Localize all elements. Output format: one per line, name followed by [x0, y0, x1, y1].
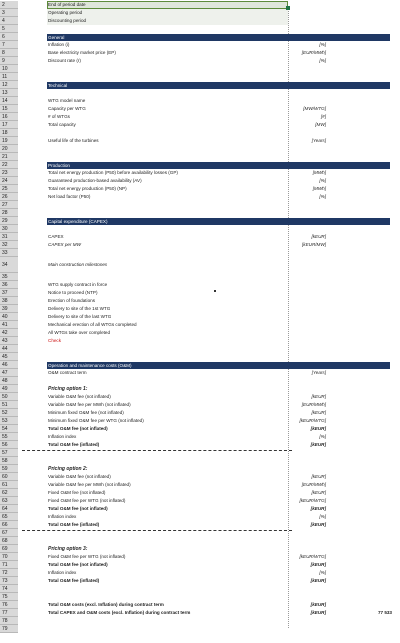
- row-number[interactable]: 47: [0, 369, 18, 377]
- sheet-row[interactable]: [0, 409, 400, 417]
- section-header-band: [47, 82, 390, 89]
- row-number[interactable]: 25: [0, 185, 18, 193]
- sheet-row[interactable]: [0, 281, 400, 289]
- row-label[interactable]: Total capacity: [48, 122, 76, 127]
- sheet-row[interactable]: [0, 97, 400, 105]
- row-number[interactable]: 2: [0, 1, 18, 9]
- unit-cell[interactable]: [kEUR]: [310, 610, 326, 615]
- row-number[interactable]: 29: [0, 217, 18, 225]
- row-label[interactable]: Discount rate (r): [48, 58, 81, 63]
- unit-cell[interactable]: [Years]: [311, 138, 326, 143]
- row-number[interactable]: 41: [0, 321, 18, 329]
- cursor-dot-icon: [214, 290, 216, 292]
- sheet-row[interactable]: [0, 145, 400, 153]
- row-label[interactable]: Delivery to site of the 1st WTG: [48, 306, 111, 311]
- row-number[interactable]: 30: [0, 225, 18, 233]
- unit-cell[interactable]: [kEUR]: [311, 490, 326, 495]
- unit-cell[interactable]: [%]: [319, 570, 326, 575]
- row-label[interactable]: Guaranteed production-based availability (AV): [48, 178, 142, 183]
- section-title[interactable]: Operation and maintenance costs (O&M): [48, 363, 132, 368]
- unit-cell[interactable]: [#]: [320, 114, 326, 119]
- row-label[interactable]: Total O&M fee (not inflated): [48, 506, 108, 511]
- row-number[interactable]: 57: [0, 449, 18, 457]
- row-label[interactable]: Variable O&M fee per MWh (not inflated): [48, 402, 131, 407]
- row-number[interactable]: 52: [0, 409, 18, 417]
- row-number[interactable]: 7: [0, 41, 18, 49]
- sheet-row[interactable]: [0, 121, 400, 129]
- sheet-row[interactable]: [0, 225, 400, 233]
- row-number[interactable]: 62: [0, 489, 18, 497]
- row-number[interactable]: 49: [0, 385, 18, 393]
- sheet-row[interactable]: [0, 337, 400, 345]
- row-label[interactable]: Net load factor (P50): [48, 194, 91, 199]
- row-label[interactable]: Fixed O&M fee per WTG (not inflated): [48, 554, 126, 559]
- row-number[interactable]: 36: [0, 281, 18, 289]
- unit-cell[interactable]: [%]: [319, 514, 326, 519]
- section-title[interactable]: Capital expenditure (CAPEX): [48, 219, 108, 224]
- sheet-row[interactable]: [0, 33, 400, 41]
- sheet-row[interactable]: [0, 217, 400, 225]
- row-number[interactable]: 48: [0, 377, 18, 385]
- row-number[interactable]: 12: [0, 81, 18, 89]
- sheet-row[interactable]: [0, 625, 400, 633]
- row-number[interactable]: 22: [0, 161, 18, 169]
- sheet-row[interactable]: [0, 257, 400, 273]
- row-number[interactable]: 17: [0, 121, 18, 129]
- row-number[interactable]: 15: [0, 105, 18, 113]
- sheet-row[interactable]: [0, 473, 400, 481]
- sheet-row[interactable]: [0, 17, 400, 25]
- sheet-row[interactable]: [0, 25, 400, 33]
- row-number[interactable]: 44: [0, 345, 18, 353]
- sheet-row[interactable]: [0, 105, 400, 113]
- sheet-row[interactable]: [0, 609, 400, 617]
- row-number[interactable]: 11: [0, 73, 18, 81]
- row-number[interactable]: 4: [0, 17, 18, 25]
- value-cell[interactable]: 77 533: [377, 610, 392, 615]
- sheet-row[interactable]: [0, 233, 400, 241]
- row-label[interactable]: Variable O&M fee (not inflated): [48, 474, 111, 479]
- row-number[interactable]: 61: [0, 481, 18, 489]
- unit-cell[interactable]: [kEUR]: [310, 442, 326, 447]
- sheet-row[interactable]: [0, 89, 400, 97]
- sheet-row[interactable]: [0, 329, 400, 337]
- row-number[interactable]: 67: [0, 529, 18, 537]
- row-number[interactable]: 39: [0, 305, 18, 313]
- sheet-row[interactable]: [0, 617, 400, 625]
- row-label[interactable]: CAPEX per MW: [48, 242, 81, 247]
- row-number[interactable]: 76: [0, 601, 18, 609]
- row-number[interactable]: 24: [0, 177, 18, 185]
- sheet-row[interactable]: [0, 249, 400, 257]
- sheet-row[interactable]: [0, 73, 400, 81]
- unit-cell[interactable]: [kEUR/WTG]: [299, 554, 326, 559]
- unit-cell[interactable]: [MWh]: [312, 186, 326, 191]
- row-label[interactable]: Total O&M fee (not inflated): [48, 562, 108, 567]
- row-number[interactable]: 21: [0, 153, 18, 161]
- unit-cell[interactable]: [EUR/MWh]: [301, 402, 326, 407]
- sheet-row[interactable]: [0, 441, 400, 449]
- sheet-row[interactable]: [0, 585, 400, 593]
- row-number[interactable]: 77: [0, 609, 18, 617]
- row-label[interactable]: Notice to proceed (NTP): [48, 290, 98, 295]
- row-label[interactable]: Check: [48, 338, 62, 343]
- row-number[interactable]: 65: [0, 513, 18, 521]
- sheet-row[interactable]: [0, 465, 400, 473]
- sheet-row[interactable]: [0, 209, 400, 217]
- row-number[interactable]: 19: [0, 137, 18, 145]
- row-number[interactable]: 72: [0, 569, 18, 577]
- unit-cell[interactable]: [%]: [319, 434, 326, 439]
- row-number[interactable]: 46: [0, 361, 18, 369]
- unit-cell[interactable]: [%]: [319, 194, 326, 199]
- row-number[interactable]: 54: [0, 425, 18, 433]
- row-label[interactable]: Minimum fixed O&M fee (not inflated): [48, 410, 124, 415]
- row-label[interactable]: Variable O&M fee (not inflated): [48, 394, 111, 399]
- row-label[interactable]: All WTGs take over completed: [48, 330, 111, 335]
- row-number[interactable]: 70: [0, 553, 18, 561]
- sheet-row[interactable]: [0, 185, 400, 193]
- row-label[interactable]: Minimum fixed O&M fee per WTG (not inflated): [48, 418, 144, 423]
- row-label[interactable]: Base electricity market price (EP): [48, 50, 116, 55]
- row-number[interactable]: 16: [0, 113, 18, 121]
- row-label[interactable]: Total O&M fee (inflated): [48, 578, 100, 583]
- row-label[interactable]: Total O&M fee (inflated): [48, 442, 100, 447]
- sheet-row[interactable]: [0, 297, 400, 305]
- row-number[interactable]: 37: [0, 289, 18, 297]
- unit-cell[interactable]: [kEUR]: [310, 506, 326, 511]
- row-label[interactable]: Operating period: [48, 10, 83, 15]
- row-label[interactable]: Total CAPEX and O&M costs (excl. Inflation) during contract term: [48, 610, 191, 615]
- row-number[interactable]: 33: [0, 249, 18, 257]
- unit-cell[interactable]: [kEUR]: [311, 474, 326, 479]
- row-number[interactable]: 38: [0, 297, 18, 305]
- sheet-row[interactable]: [0, 537, 400, 545]
- unit-cell[interactable]: [kEUR/MW]: [302, 242, 326, 247]
- sheet-row[interactable]: [0, 169, 400, 177]
- unit-cell[interactable]: [kEUR]: [310, 578, 326, 583]
- sheet-row[interactable]: [0, 313, 400, 321]
- sheet-row[interactable]: [0, 273, 400, 281]
- unit-cell[interactable]: [kEUR/WTG]: [299, 498, 326, 503]
- row-label[interactable]: Total net energy production (P50) (NP): [48, 186, 127, 191]
- row-number[interactable]: 68: [0, 537, 18, 545]
- sheet-row[interactable]: [0, 9, 400, 17]
- row-number[interactable]: 64: [0, 505, 18, 513]
- unit-cell[interactable]: [MWh]: [312, 170, 326, 175]
- row-number[interactable]: 71: [0, 561, 18, 569]
- row-number[interactable]: 9: [0, 57, 18, 65]
- unit-cell[interactable]: [%]: [319, 178, 326, 183]
- selected-cell-range[interactable]: [47, 9, 288, 17]
- row-label[interactable]: O&M contract term: [48, 370, 87, 375]
- sheet-row[interactable]: [0, 153, 400, 161]
- sheet-row[interactable]: [0, 449, 400, 457]
- row-number[interactable]: 78: [0, 617, 18, 625]
- row-number[interactable]: 66: [0, 521, 18, 529]
- row-number[interactable]: 74: [0, 585, 18, 593]
- row-number[interactable]: 35: [0, 273, 18, 281]
- row-number[interactable]: 75: [0, 593, 18, 601]
- unit-cell[interactable]: [EUR/MWh]: [301, 50, 326, 55]
- row-number[interactable]: 58: [0, 457, 18, 465]
- row-number[interactable]: 13: [0, 89, 18, 97]
- row-number[interactable]: 50: [0, 393, 18, 401]
- row-number[interactable]: 73: [0, 577, 18, 585]
- row-number[interactable]: 6: [0, 33, 18, 41]
- sheet-row[interactable]: [0, 81, 400, 89]
- row-label[interactable]: Delivery to site of the last WTG: [48, 314, 112, 319]
- row-label[interactable]: Fixed O&M fee per WTG (not inflated): [48, 498, 126, 503]
- unit-cell[interactable]: [kEUR/WTG]: [299, 418, 326, 423]
- sheet-row[interactable]: [0, 577, 400, 585]
- sheet-row[interactable]: [0, 65, 400, 73]
- row-number[interactable]: 10: [0, 65, 18, 73]
- row-label[interactable]: Main construction milestones: [48, 262, 108, 267]
- row-label[interactable]: Inflation index: [48, 514, 77, 519]
- row-label[interactable]: Total net energy production (P50) before availability losses (GP): [48, 170, 178, 175]
- sheet-row[interactable]: [0, 545, 400, 553]
- fill-handle-icon[interactable]: [286, 6, 290, 10]
- sheet-row[interactable]: [0, 601, 400, 609]
- sheet-row[interactable]: [0, 377, 400, 385]
- row-number[interactable]: 42: [0, 329, 18, 337]
- section-header-band: [47, 34, 390, 41]
- unit-cell[interactable]: [MW/WTG]: [303, 106, 326, 111]
- row-number[interactable]: 27: [0, 201, 18, 209]
- row-label[interactable]: Capacity per WTG: [48, 106, 86, 111]
- row-label[interactable]: Pricing option 2:: [48, 466, 88, 472]
- row-label[interactable]: Inflation (i): [48, 42, 70, 47]
- row-number[interactable]: 23: [0, 169, 18, 177]
- row-number[interactable]: 5: [0, 25, 18, 33]
- row-number[interactable]: 69: [0, 545, 18, 553]
- row-number[interactable]: 53: [0, 417, 18, 425]
- row-label[interactable]: Fixed O&M fee (not inflated): [48, 490, 106, 495]
- unit-cell[interactable]: [%]: [319, 42, 326, 47]
- sheet-row[interactable]: [0, 353, 400, 361]
- sheet-row[interactable]: [0, 417, 400, 425]
- row-label[interactable]: Total O&M fee (inflated): [48, 522, 100, 527]
- row-number[interactable]: 51: [0, 401, 18, 409]
- section-title[interactable]: Production: [48, 163, 70, 168]
- sheet-row[interactable]: [0, 457, 400, 465]
- sheet-row[interactable]: [0, 593, 400, 601]
- sheet-row[interactable]: [0, 425, 400, 433]
- sheet-row[interactable]: [0, 369, 400, 377]
- sheet-row[interactable]: [0, 497, 400, 505]
- sheet-row[interactable]: [0, 385, 400, 393]
- unit-cell[interactable]: [kEUR]: [311, 394, 326, 399]
- row-number[interactable]: 40: [0, 313, 18, 321]
- sheet-row[interactable]: [0, 489, 400, 497]
- sheet-row[interactable]: [0, 241, 400, 249]
- row-number[interactable]: 45: [0, 353, 18, 361]
- sheet-row[interactable]: [0, 177, 400, 185]
- row-label[interactable]: Pricing option 1:: [48, 386, 88, 392]
- sheet-row[interactable]: [0, 49, 400, 57]
- sheet-row[interactable]: [0, 433, 400, 441]
- sheet-row[interactable]: [0, 193, 400, 201]
- unit-cell[interactable]: [kEUR]: [311, 234, 326, 239]
- unit-cell[interactable]: [kEUR]: [310, 562, 326, 567]
- row-number[interactable]: 31: [0, 233, 18, 241]
- row-label[interactable]: Useful life of the turbines: [48, 138, 99, 143]
- row-number[interactable]: 8: [0, 49, 18, 57]
- unit-cell[interactable]: [kEUR]: [310, 602, 326, 607]
- sheet-row[interactable]: [0, 57, 400, 65]
- unit-cell[interactable]: [EUR/MWh]: [301, 482, 326, 487]
- sheet-row[interactable]: [0, 345, 400, 353]
- sheet-row[interactable]: [0, 201, 400, 209]
- row-label[interactable]: # of WTGs: [48, 114, 70, 119]
- row-number[interactable]: 18: [0, 129, 18, 137]
- row-label[interactable]: Inflation index: [48, 434, 77, 439]
- sheet-row[interactable]: [0, 393, 400, 401]
- row-label[interactable]: Total O&M costs (excl. Inflation) during contract term: [48, 602, 164, 607]
- row-number[interactable]: 3: [0, 9, 18, 17]
- sheet-row[interactable]: [0, 361, 400, 369]
- row-number[interactable]: 63: [0, 497, 18, 505]
- row-label[interactable]: End of period date: [48, 2, 86, 7]
- row-label[interactable]: Pricing option 3:: [48, 546, 88, 552]
- row-number[interactable]: 26: [0, 193, 18, 201]
- row-label[interactable]: WTG model name: [48, 98, 86, 103]
- sheet-row[interactable]: [0, 401, 400, 409]
- unit-cell[interactable]: [%]: [319, 58, 326, 63]
- sheet-row[interactable]: [0, 505, 400, 513]
- sheet-row[interactable]: [0, 129, 400, 137]
- row-label[interactable]: Variable O&M fee per MWh (not inflated): [48, 482, 131, 487]
- row-number[interactable]: 79: [0, 625, 18, 633]
- sheet-row[interactable]: [0, 321, 400, 329]
- row-number[interactable]: 32: [0, 241, 18, 249]
- section-header-band: [47, 162, 390, 169]
- sheet-row[interactable]: [0, 561, 400, 569]
- sheet-row[interactable]: [0, 529, 400, 537]
- row-label[interactable]: Discounting period: [48, 18, 87, 23]
- unit-cell[interactable]: [kEUR]: [311, 410, 326, 415]
- unit-cell[interactable]: [kEUR]: [310, 522, 326, 527]
- sheet-row[interactable]: [0, 481, 400, 489]
- row-number[interactable]: 43: [0, 337, 18, 345]
- sheet-row[interactable]: [0, 521, 400, 529]
- sheet-row[interactable]: [0, 1, 400, 9]
- row-label[interactable]: Total O&M fee (not inflated): [48, 426, 108, 431]
- sheet-row[interactable]: [0, 113, 400, 121]
- sheet-row[interactable]: [0, 569, 400, 577]
- sheet-row[interactable]: [0, 289, 400, 297]
- sheet-row[interactable]: [0, 513, 400, 521]
- row-label[interactable]: Mechanical erection of all WTGs completed: [48, 322, 137, 327]
- row-number[interactable]: 60: [0, 473, 18, 481]
- row-number[interactable]: 59: [0, 465, 18, 473]
- sheet-row[interactable]: [0, 41, 400, 49]
- row-number[interactable]: 34: [0, 257, 18, 273]
- section-title[interactable]: General: [48, 35, 65, 40]
- row-number[interactable]: 56: [0, 441, 18, 449]
- row-number[interactable]: 55: [0, 433, 18, 441]
- sheet-row[interactable]: [0, 305, 400, 313]
- section-title[interactable]: Technical: [48, 83, 68, 88]
- unit-cell[interactable]: [MW]: [315, 122, 326, 127]
- unit-cell[interactable]: [kEUR]: [310, 426, 326, 431]
- row-number[interactable]: 14: [0, 97, 18, 105]
- unit-cell[interactable]: [Years]: [311, 370, 326, 375]
- sheet-row[interactable]: [0, 137, 400, 145]
- row-label[interactable]: WTG supply contract in force: [48, 282, 108, 287]
- sheet-row[interactable]: [0, 161, 400, 169]
- row-number[interactable]: 20: [0, 145, 18, 153]
- row-label[interactable]: CAPEX: [48, 234, 64, 239]
- sheet-row[interactable]: [0, 553, 400, 561]
- row-number[interactable]: 28: [0, 209, 18, 217]
- row-label[interactable]: Erection of foundations: [48, 298, 95, 303]
- row-label[interactable]: Inflation index: [48, 570, 77, 575]
